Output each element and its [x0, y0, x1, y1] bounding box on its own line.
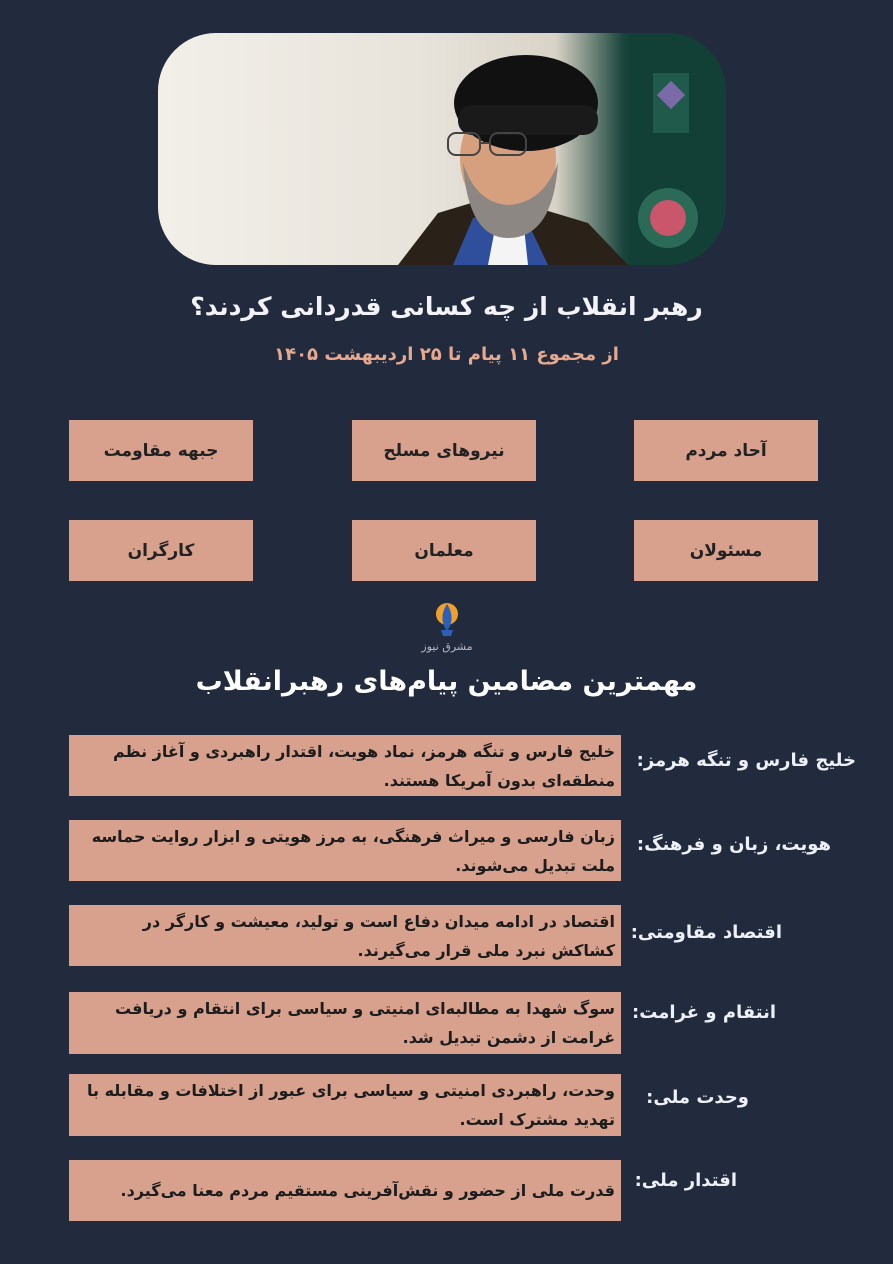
theme-label: هویت، زبان و فرهنگ: [636, 834, 831, 855]
theme-label: اقتصاد مقاومتی: [630, 922, 782, 943]
theme-label: اقتدار ملی: [634, 1170, 737, 1191]
theme-text: وحدت، راهبردی امنیتی و سیاسی برای عبور از اختلافات و مقابله با تهدید مشترک است. [69, 1074, 621, 1136]
page-subtitle: از مجموع ۱۱ پیام تا ۲۵ اردیبهشت ۱۴۰۵ [274, 344, 619, 365]
group-people: آحاد مردم [634, 420, 818, 481]
portrait-illustration [158, 33, 726, 265]
group-workers: کارگران [69, 520, 253, 581]
logo-text: مشرق نیوز [421, 640, 473, 653]
group-resistance-front: جبهه مقاومت [69, 420, 253, 481]
theme-label: وحدت ملی: [646, 1087, 749, 1108]
theme-text: زبان فارسی و میراث فرهنگی، به مرز هویتی و ابزار روایت حماسه ملت تبدیل می‌شوند. [69, 820, 621, 881]
theme-text: اقتصاد در ادامه میدان دفاع است و تولید، معیشت و کارگر در کشاکش نبرد ملی قرار می‌گیرند. [69, 905, 621, 966]
mashregh-news-logo [421, 600, 473, 658]
themes-section-title: مهمترین مضامین پیام‌های رهبرانقلاب [195, 666, 698, 697]
theme-text: قدرت ملی از حضور و نقش‌آفرینی مستقیم مردم معنا می‌گیرد. [69, 1160, 621, 1221]
theme-text: خلیج فارس و تنگه هرمز، نماد هویت، اقتدار راهبردی و آغاز نظم منطقه‌ای بدون آمریکا هستند. [69, 735, 621, 796]
header-photo [158, 33, 726, 265]
flame-logo-icon [421, 600, 473, 640]
group-officials: مسئولان [634, 520, 818, 581]
theme-text: سوگ شهدا به مطالبه‌ای امنیتی و سیاسی برای انتقام و دریافت غرامت از دشمن تبدیل شد. [69, 992, 621, 1054]
group-armed-forces: نیروهای مسلح [352, 420, 536, 481]
group-teachers: معلمان [352, 520, 536, 581]
theme-label: انتقام و غرامت: [632, 1002, 776, 1023]
theme-label: خلیج فارس و تنگه هرمز: [636, 750, 856, 771]
page-title: رهبر انقلاب از چه کسانی قدردانی کردند؟ [190, 292, 703, 321]
